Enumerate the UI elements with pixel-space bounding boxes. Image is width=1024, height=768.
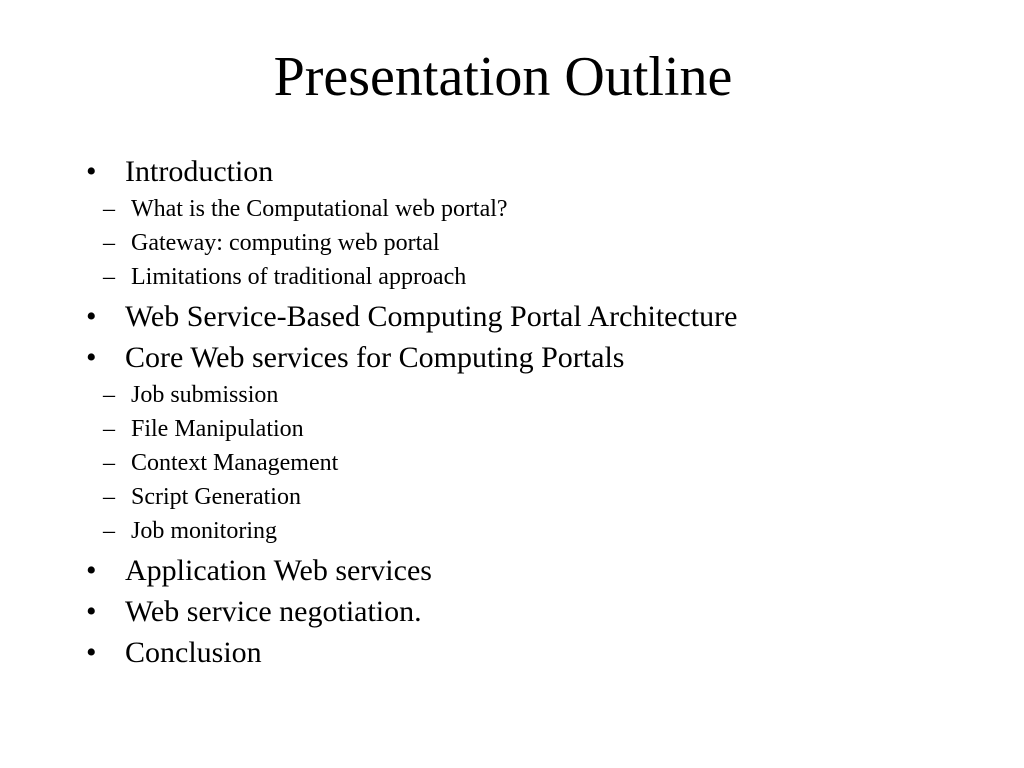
outline-item-label: Core Web services for Computing Portals <box>125 341 625 374</box>
outline-item-label: Application Web services <box>125 554 432 587</box>
dash-icon: – <box>103 450 115 476</box>
bullet-icon: • <box>86 341 97 374</box>
dash-icon: – <box>103 230 115 256</box>
outline-subitem <box>86 446 986 480</box>
bullet-icon: • <box>86 155 97 188</box>
outline-subitem <box>86 378 986 412</box>
dash-icon: – <box>103 416 115 442</box>
dash-icon: – <box>103 264 115 290</box>
outline-item-label: Conclusion <box>125 636 262 669</box>
bullet-icon: • <box>86 636 97 669</box>
outline-subitem-label: Job submission <box>131 382 279 408</box>
outline-subitems <box>86 192 986 294</box>
bullet-icon: • <box>86 595 97 628</box>
outline-subitems <box>86 378 986 548</box>
outline-subitem-label: Context Management <box>131 450 339 476</box>
outline-item <box>86 591 986 632</box>
outline-list <box>86 151 986 673</box>
outline-item <box>86 296 986 337</box>
outline-subitem <box>86 226 986 260</box>
outline-subitem <box>86 192 986 226</box>
outline-subitem-label: File Manipulation <box>131 416 304 442</box>
outline-subitem-label: What is the Computational web portal? <box>131 196 508 222</box>
outline-subitem-label: Limitations of traditional approach <box>131 264 467 290</box>
outline-item <box>86 151 986 192</box>
outline-item <box>86 337 986 378</box>
outline-subitem <box>86 412 986 446</box>
outline-item-label: Introduction <box>125 155 274 188</box>
bullet-icon: • <box>86 554 97 587</box>
slide-title: Presentation Outline <box>273 46 733 108</box>
outline-item-label: Web service negotiation. <box>125 595 422 628</box>
outline-item-label: Web Service-Based Computing Portal Architecture <box>125 300 738 333</box>
outline-subitem <box>86 260 986 294</box>
outline-subitem-label: Gateway: computing web portal <box>131 230 440 256</box>
outline-item <box>86 550 986 591</box>
bullet-icon: • <box>86 300 97 333</box>
outline-subitem-label: Job monitoring <box>131 518 278 544</box>
dash-icon: – <box>103 484 115 510</box>
outline-item <box>86 632 986 673</box>
outline-subitem <box>86 480 986 514</box>
dash-icon: – <box>103 196 115 222</box>
outline-subitem-label: Script Generation <box>131 484 301 510</box>
outline-subitem <box>86 514 986 548</box>
dash-icon: – <box>103 382 115 408</box>
dash-icon: – <box>103 518 115 544</box>
